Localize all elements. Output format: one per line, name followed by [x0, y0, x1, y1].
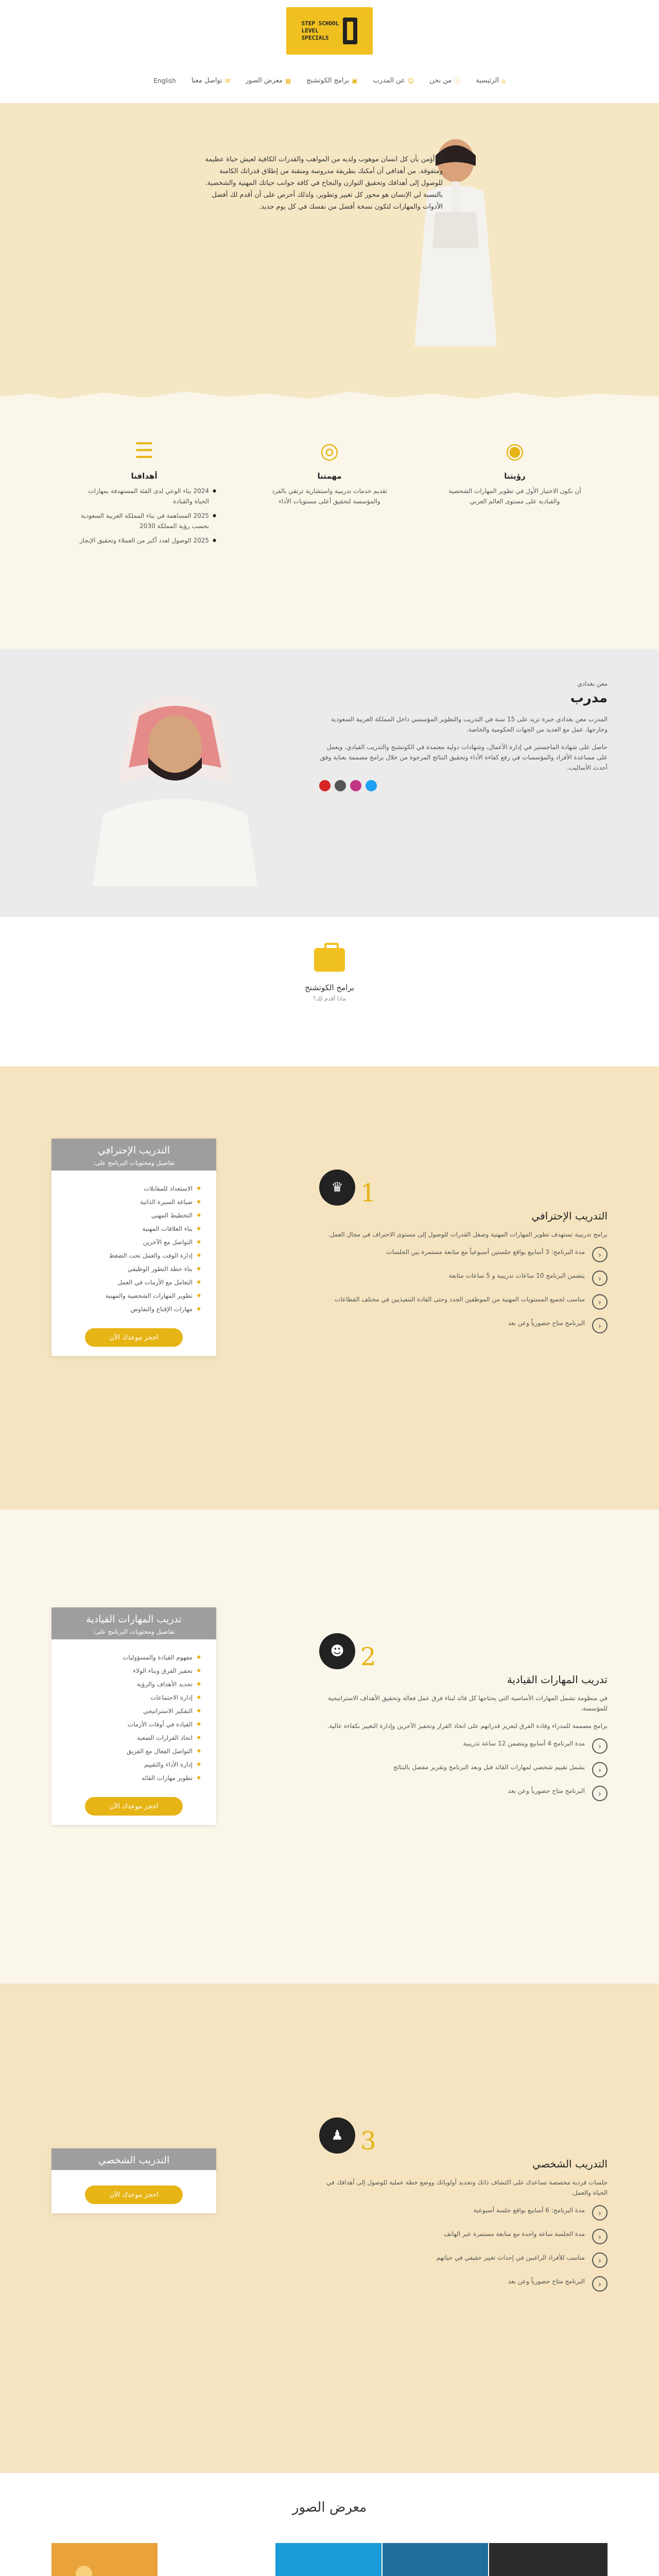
- briefcase-icon: ▣: [352, 77, 358, 84]
- list-item: ◆ بناء خطة التطور الوظيفي: [67, 1262, 201, 1276]
- feature-item: ‹ مدة البرنامج: 3 أسابيع بواقع جلستين أسبوعياً مع متابعة مستمرة بين الجلسات: [319, 1247, 608, 1262]
- instagram-icon[interactable]: [350, 780, 361, 791]
- program-card: التدريب الشخصي احجز موعدك الآن: [51, 2148, 216, 2213]
- briefcase-icon: [314, 948, 345, 972]
- gallery-photo[interactable]: [383, 2543, 489, 2576]
- chevron-icon: ‹: [592, 2229, 608, 2244]
- nav-home[interactable]: ⌂ الرئيسية: [476, 77, 506, 84]
- program-professional: [0, 1066, 659, 1510]
- person-icon: ☺: [407, 77, 414, 84]
- gallery-section: معرض الصور: [0, 2473, 659, 2576]
- list-item: ● 2025 الوصول لعدد أكبر من العملاء وتحقيق الإنجاز: [72, 535, 216, 546]
- feature-item: ‹ مدة البرنامج: 6 أسابيع بواقع جلسة أسبوعية: [319, 2205, 608, 2221]
- list-item: ◆ صياغة السيرة الذاتية: [67, 1195, 201, 1209]
- chevron-icon: ‹: [592, 2252, 608, 2268]
- logo-mark: [343, 18, 357, 44]
- list-item: ◆ التعامل مع الأزمات في العمل: [67, 1276, 201, 1289]
- feature-item: ‹ مناسب لجميع المستويات المهنية من الموظفين الجدد وحتى القادة التنفيذيين في مختلف القطاعات: [319, 1294, 608, 1310]
- nav-about[interactable]: ⓘ من نحن: [429, 77, 461, 84]
- trainer-portrait: [82, 680, 268, 886]
- site-header: [0, 0, 659, 103]
- gallery-strip: [51, 2543, 608, 2576]
- envelope-icon: ✉: [224, 77, 230, 84]
- nav-language[interactable]: English: [153, 77, 176, 84]
- nav-programs[interactable]: ▣ برامج الكوتشنج: [306, 77, 358, 84]
- site-logo[interactable]: [286, 7, 373, 55]
- mission-column: ◎ مهمتنا تقديم خدمات تدريبية واستشارية ترتقي بالفرد والمؤسسة لتحقيق أعلى مستويات الأداء: [257, 438, 402, 506]
- feature-item: ‹ البرنامج متاح حضورياً وعن بعد: [319, 2276, 608, 2292]
- logo-text: STEP SCHOOL LEVEL SPECIALS: [301, 20, 339, 41]
- eye-icon: ◉: [505, 438, 525, 463]
- about-section: [0, 103, 659, 407]
- list-item: ● 2024 بناء الوعي لدى الفئة المستهدفة بمهارات الحياة والقيادة: [72, 486, 216, 506]
- chevron-icon: ‹: [592, 2205, 608, 2221]
- book-button[interactable]: احجز موعدك الآن: [85, 1797, 183, 1816]
- trainer-bio: معن بغدادي مدرب المدرب معن بغدادي خبرة تزيد على 15 سنة في التدريب والتطوير المؤسسي داخل المملكة العربية السعودية وخارجها، عمل مع العديد من الجهات الحكومية والخاصة. حاصل على شهادة الماجستير في إدارة الأعمال، وشهادات دولية معتمدة في الكوتشنج والتدريب القيادي، ويعمل على مساعدة الأفراد والمؤسسات في رفع كفاءة الأداء وتحقيق النتائج المرجوة من خلال برامج مصممة بعناية وفق أحدث الأساليب.: [319, 680, 608, 791]
- list-item: ◆ الاستعداد للمقابلات: [67, 1182, 201, 1195]
- trophy-icon: ♛: [319, 1170, 355, 1206]
- list-icon: ☰: [134, 438, 154, 463]
- list-item: ◆ بناء العلاقات المهنية: [67, 1222, 201, 1235]
- trainer-social: [319, 780, 608, 791]
- twitter-icon[interactable]: [366, 780, 377, 791]
- book-button[interactable]: احجز موعدك الآن: [85, 2185, 183, 2204]
- snapchat-icon[interactable]: [335, 780, 346, 791]
- chevron-icon: ‹: [592, 1247, 608, 1262]
- list-item: ◆ التواصل الفعال مع الفريق: [67, 1744, 201, 1758]
- program-topics: [51, 1639, 216, 1790]
- list-item: ◆ مهارات الإقناع والتفاوض: [67, 1302, 201, 1316]
- nav-trainer[interactable]: ☺ عن المدرب: [373, 77, 414, 84]
- list-item: ◆ إدارة الوقت والعمل تحت الضغط: [67, 1249, 201, 1262]
- location-icon: ◎: [320, 438, 339, 463]
- chevron-icon: ‹: [592, 1786, 608, 1801]
- image-icon: ▦: [285, 77, 291, 84]
- list-item: ◆ مفهوم القيادة والمسؤوليات: [67, 1651, 201, 1664]
- vision-column: ◉ رؤيتنا أن نكون الاختيار الأول في تطوير المهارات الشخصية والقيادية على مستوى العالم العربي: [443, 438, 587, 506]
- book-button[interactable]: احجز موعدك الآن: [85, 1328, 183, 1347]
- main-nav: [0, 76, 659, 85]
- gallery-photo[interactable]: [159, 2543, 275, 2576]
- goals-list: [72, 486, 216, 546]
- swimmer-illustration: [277, 2543, 380, 2576]
- team-icon: ☻: [319, 1633, 355, 1669]
- list-item: ◆ تطوير المهارات الشخصية والمهنية: [67, 1289, 201, 1302]
- list-item: ◆ التفكير الاستراتيجي: [67, 1704, 201, 1718]
- feature-item: ‹ يتضمن البرنامج 10 ساعات تدريبية و 5 ساعات متابعة: [319, 1270, 608, 1286]
- feature-item: ‹ يشمل تقييم شخصي لمهارات القائد قبل وبعد البرنامج وتقرير مفصل بالنتائج: [319, 1762, 608, 1777]
- goals-column: ☰ أهدافنا ● 2024 بناء الوعي لدى الفئة المستهدفة بمهارات الحياة والقيادة ● 2025 المساهمة في بناء المملكة العربية السعودية بحسب رؤية المملكة 2030 ● 2025 الوصول لعدد أكبر من العملاء وتحقيق الإنجاز: [72, 438, 216, 550]
- nav-contact[interactable]: ✉ تواصل معنا: [191, 77, 230, 84]
- program-details: 3 ♟ التدريب الشخصي جلسات فردية مخصصة تساعدك على اكتشاف ذاتك وتحديد أولوياتك ووضع خطة عملية للوصول إلى أهدافك في الحياة والعمل. ‹ مدة البرنامج: 6 أسابيع بواقع جلسة أسبوعية ‹ مدة الجلسة ساعة واحدة مع متابعة مستمرة عبر الهاتف ‹ مناسب للأفراد الراغبين في إحداث تغيير حقيقي في حياتهم ‹ البرنامج متاح حضورياً وعن بعد: [319, 2117, 608, 2300]
- chevron-icon: ‹: [592, 2276, 608, 2292]
- gallery-photo[interactable]: [51, 2543, 158, 2576]
- chevron-icon: ‹: [592, 1762, 608, 1777]
- list-item: ◆ تحفيز الفرق وبناء الولاء: [67, 1664, 201, 1677]
- list-item: ◆ التخطيط المهني: [67, 1209, 201, 1222]
- programs-intro: برامج الكوتشنج ماذا أقدم لك؟: [0, 917, 659, 1066]
- feature-item: ‹ البرنامج متاح حضورياً وعن بعد: [319, 1318, 608, 1333]
- program-details: 1 ♛ التدريب الإحترافي برامج تدريبية تستهدف تطوير المهارات المهنية وصقل القدرات للوصول إلى مستوى الاحتراف في مجال العمل. ‹ مدة البرنامج: 3 أسابيع بواقع جلستين أسبوعياً مع متابعة مستمرة بين الجلسات ‹ يتضمن البرنامج 10 ساعات تدريبية و 5 ساعات متابعة ‹ مناسب لجميع المستويات المهنية من الموظفين الجدد وحتى القادة التنفيذيين في مختلف القطاعات ‹ البرنامج متاح حضورياً وعن بعد: [319, 1170, 608, 1342]
- user-icon: ♟: [319, 2117, 355, 2154]
- program-leadership: [0, 1510, 659, 1984]
- gallery-photo[interactable]: [489, 2543, 608, 2576]
- about-text: أنا أؤمن بأن كل انسان موهوب ولديه من المواهب والقدرات الكافية لعيش حياة عظيمة ومتفوقة. من أهدافي أن أمكنك بطريقة مدروسة ومتقنة من إطلاق قدراتك الكامنة للوصول إلى أهدافك وتحقيق التوازن والنجاح في كافة جوانب حياتك المهنية والشخصية. بالنسبة لي الإنسان هو محور كل تغيير وتطوير، ولذلك أحرص على أن أقدم لك أفضل الأدوات والمهارات لتكون نسخة أفضل من نفسك في كل يوم جديد.: [205, 156, 443, 211]
- feature-item: ‹ البرنامج متاح حضورياً وعن بعد: [319, 1786, 608, 1801]
- feature-item: ‹ مدة البرنامج 4 أسابيع ويتضمن 12 ساعة تدريبية: [319, 1738, 608, 1754]
- chevron-icon: ‹: [592, 1738, 608, 1754]
- list-item: ◆ القيادة في أوقات الأزمات: [67, 1718, 201, 1731]
- values-section: [0, 407, 659, 649]
- program-personal: [0, 1984, 659, 2473]
- home-icon: ⌂: [501, 77, 506, 84]
- program-topics: [51, 1171, 216, 1321]
- youtube-icon[interactable]: [319, 780, 331, 791]
- list-item: ◆ التواصل مع الآخرين: [67, 1235, 201, 1249]
- chevron-icon: ‹: [592, 1270, 608, 1286]
- list-item: ◆ تحديد الأهداف والرؤية: [67, 1677, 201, 1691]
- torn-edge: [0, 386, 659, 407]
- list-item: ◆ تطوير مهارات القائد: [67, 1771, 201, 1785]
- list-item: ◆ إدارة الأداء والتقييم: [67, 1758, 201, 1771]
- program-card: تدريب المهارات القيادية تفاصيل ومحتويات البرنامج على: ◆ مفهوم القيادة والمسؤوليات ◆ تحفيز الفرق وبناء الولاء ◆ تحديد الأهداف والرؤية ◆ إدارة الاجتماعات ◆ التفكير الاستراتيجي ◆ القيادة في أوقات الأزمات ◆ اتخاذ القرارات الصعبة ◆ التواصل الفعال مع الفريق ◆ إدارة الأداء والتقييم ◆ تطوير مهارات القائد احجز موعدك الآن: [51, 1607, 216, 1825]
- feature-item: ‹ مدة الجلسة ساعة واحدة مع متابعة مستمرة عبر الهاتف: [319, 2229, 608, 2244]
- info-icon: ⓘ: [454, 77, 461, 84]
- program-card: التدريب الإحترافي تفاصيل ومحتويات البرنامج على: ◆ الاستعداد للمقابلات ◆ صياغة السيرة الذاتية ◆ التخطيط المهني ◆ بناء العلاقات المهنية ◆ التواصل مع الآخرين ◆ إدارة الوقت والعمل تحت الضغط ◆ بناء خطة التطور الوظيفي ◆ التعامل مع الأزمات في العمل ◆ تطوير المهارات الشخصية والمهنية ◆ مهارات الإقناع والتفاوض احجز موعدك الآن: [51, 1139, 216, 1356]
- program-details: 2 ☻ تدريب المهارات القيادية في منظومة تشمل المهارات الأساسية التي يحتاجها كل قائد لبناء فرق عمل فعالة وتحقيق الأهداف الاستراتيجية للمؤسسة. برامج مصممة للمدراء وقادة الفرق لتعزيز قدراتهم على اتخاذ القرار وتحفيز الآخرين وإدارة التغيير بكفاءة عالية. ‹ مدة البرنامج 4 أسابيع ويتضمن 12 ساعة تدريبية ‹ يشمل تقييم شخصي لمهارات القائد قبل وبعد البرنامج وتقرير مفصل بالنتائج ‹ البرنامج متاح حضورياً وعن بعد: [319, 1633, 608, 1809]
- list-item: ● 2025 المساهمة في بناء المملكة العربية السعودية بحسب رؤية المملكة 2030: [72, 511, 216, 531]
- gallery-photo[interactable]: [275, 2543, 381, 2576]
- list-item: ◆ اتخاذ القرارات الصعبة: [67, 1731, 201, 1744]
- chevron-icon: ‹: [592, 1318, 608, 1333]
- feature-item: ‹ مناسب للأفراد الراغبين في إحداث تغيير حقيقي في حياتهم: [319, 2252, 608, 2268]
- list-item: ◆ إدارة الاجتماعات: [67, 1691, 201, 1704]
- chevron-icon: ‹: [592, 1294, 608, 1310]
- nav-gallery[interactable]: ▦ معرض الصور: [245, 77, 291, 84]
- desk-illustration: [53, 2543, 156, 2576]
- trainer-section: [0, 649, 659, 917]
